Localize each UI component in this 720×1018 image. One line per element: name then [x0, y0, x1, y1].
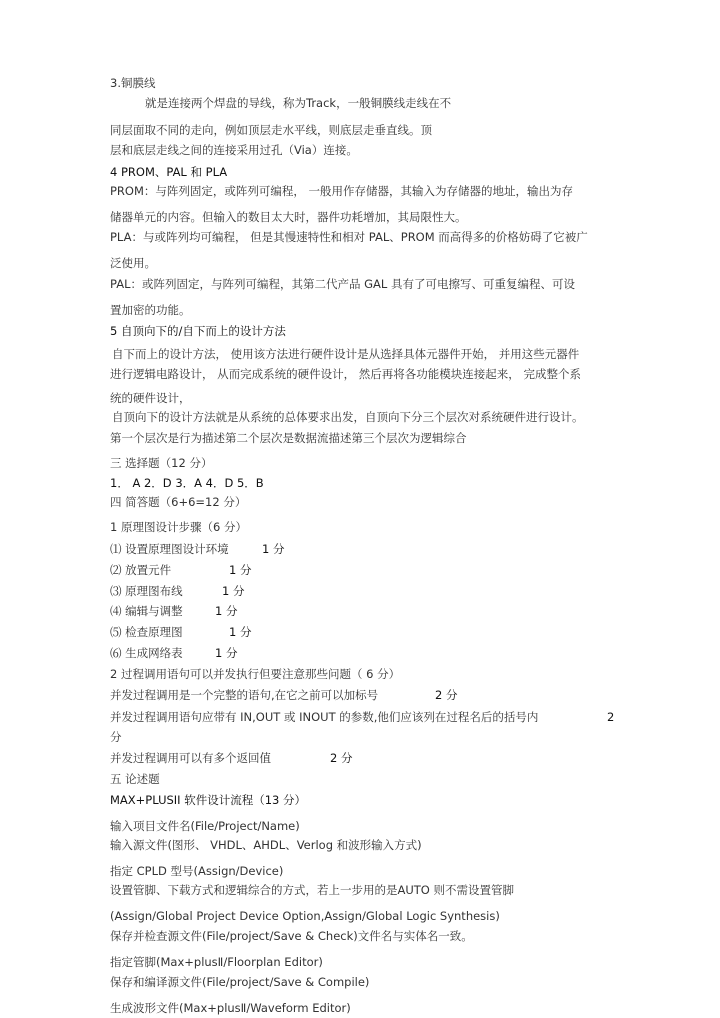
- flow-step: 设置管脚、下载方式和逻辑综合的方式，若上一步用的是AUTO 则不需设置管脚: [110, 883, 515, 897]
- paragraph-line: 置加密的功能。: [110, 303, 191, 317]
- answer-line: 并发过程调用语句应带有 IN,OUT 或 INOUT 的参数,他们应该列在过程名后的括号内: [110, 710, 539, 724]
- essay-title: MAX+PLUSII 软件设计流程（13 分）: [110, 793, 307, 807]
- paragraph-line: 自顶向下的设计方法就是从系统的总体要求出发，自顶向下分三个层次对系统硬件进行设计。: [112, 410, 584, 424]
- step-item: ⑶ 原理图布线: [110, 584, 183, 598]
- flow-step: 指定管脚(Max+plusⅡ/Floorplan Editor): [110, 955, 323, 969]
- step-score: 1 分: [262, 542, 285, 556]
- choice-answers: 1． A 2．D 3．A 4．D 5．B: [110, 476, 264, 490]
- paragraph-line: PROM：与阵列固定，或阵列可编程， 一般用作存储器，其输入为存储器的地址，输出为存: [110, 184, 574, 198]
- paragraph-line: 同层面取不同的走向，例如顶层走水平线，则底层走垂直线。顶: [110, 123, 432, 137]
- heading-short-answer: 四 简答题（6+6=12 分）: [110, 495, 247, 509]
- paragraph-line: 自下而上的设计方法， 使用该方法进行硬件设计是从选择具体元器件开始， 并用这些元器件: [112, 347, 580, 361]
- paragraph-line: 就是连接两个焊盘的导线，称为Track，一般铜膜线走线在不: [145, 96, 452, 110]
- question-2: 2 过程调用语句可以并发执行但要注意那些问题（ 6 分）: [110, 667, 401, 681]
- answer-score: 2 分: [330, 751, 353, 765]
- paragraph-line: 进行逻辑电路设计， 从而完成系统的硬件设计， 然后再将各功能模块连接起来， 完成整个系: [110, 367, 581, 381]
- flow-step: 保存并检查源文件(File/project/Save & Check)文件名与实体名一致。: [110, 929, 473, 943]
- step-item: ⑵ 放置元件: [110, 563, 172, 577]
- answer-score: 2: [607, 710, 615, 724]
- paragraph-line: 储器单元的内容。但输入的数目太大时，器件功耗增加，其局限性大。: [110, 210, 467, 224]
- flow-step: 指定 CPLD 型号(Assign/Device): [110, 864, 284, 878]
- step-score: 1 分: [229, 563, 252, 577]
- step-score: 1 分: [229, 625, 252, 639]
- step-item: ⑴ 设置原理图设计环境: [110, 542, 229, 556]
- step-item: ⑷ 编辑与调整: [110, 604, 183, 618]
- answer-line: 并发过程调用可以有多个返回值: [110, 751, 271, 765]
- paragraph-line: 第一个层次是行为描述第二个层次是数据流描述第三个层次为逻辑综合: [110, 431, 467, 445]
- step-score: 1 分: [222, 584, 245, 598]
- paragraph-line: 统的硬件设计，: [110, 391, 191, 405]
- paragraph-line: PAL：或阵列固定，与阵列可编程，其第二代产品 GAL 具有了可电擦写、可重复编程、可设: [110, 277, 575, 291]
- paragraph-line: 泛使用。: [110, 256, 156, 270]
- flow-step: (Assign/Global Project Device Option,Assign/Global Logic Synthesis): [110, 909, 500, 923]
- question-1: 1 原理图设计步骤（6 分）: [110, 520, 247, 534]
- flow-step: 输入源文件(图形、 VHDL、AHDL、Verlog 和波形输入方式): [110, 838, 422, 852]
- answer-line: 并发过程调用是一个完整的语句,在它之前可以加标号: [110, 688, 379, 702]
- heading-design-method: 5 自顶向下的/自下而上的设计方法: [110, 324, 286, 338]
- answer-line: 分: [110, 730, 122, 744]
- paragraph-line: PLA：与或阵列均可编程， 但是其慢速特性和相对 PAL、PROM 而高得多的价格妨碍了它被广: [110, 230, 588, 244]
- heading-choice-questions: 三 选择题（12 分）: [110, 456, 213, 470]
- flow-step: 保存和编译源文件(File/project/Save & Compile): [110, 975, 370, 989]
- answer-score: 2 分: [435, 688, 458, 702]
- step-item: ⑹ 生成网络表: [110, 646, 183, 660]
- flow-step: 生成波形文件(Max+plusⅡ/Waveform Editor): [110, 1001, 351, 1015]
- paragraph-line: 层和底层走线之间的连接采用过孔（Via）连接。: [110, 143, 358, 157]
- flow-step: 输入项目文件名(File/Project/Name): [110, 819, 300, 833]
- heading-prom-pal-pla: 4 PROM、PAL 和 PLA: [110, 165, 228, 179]
- step-score: 1 分: [215, 604, 238, 618]
- heading-copper-track: 3.铜膜线: [110, 76, 156, 90]
- heading-essay: 五 论述题: [110, 772, 160, 786]
- step-item: ⑸ 检查原理图: [110, 625, 183, 639]
- step-score: 1 分: [215, 646, 238, 660]
